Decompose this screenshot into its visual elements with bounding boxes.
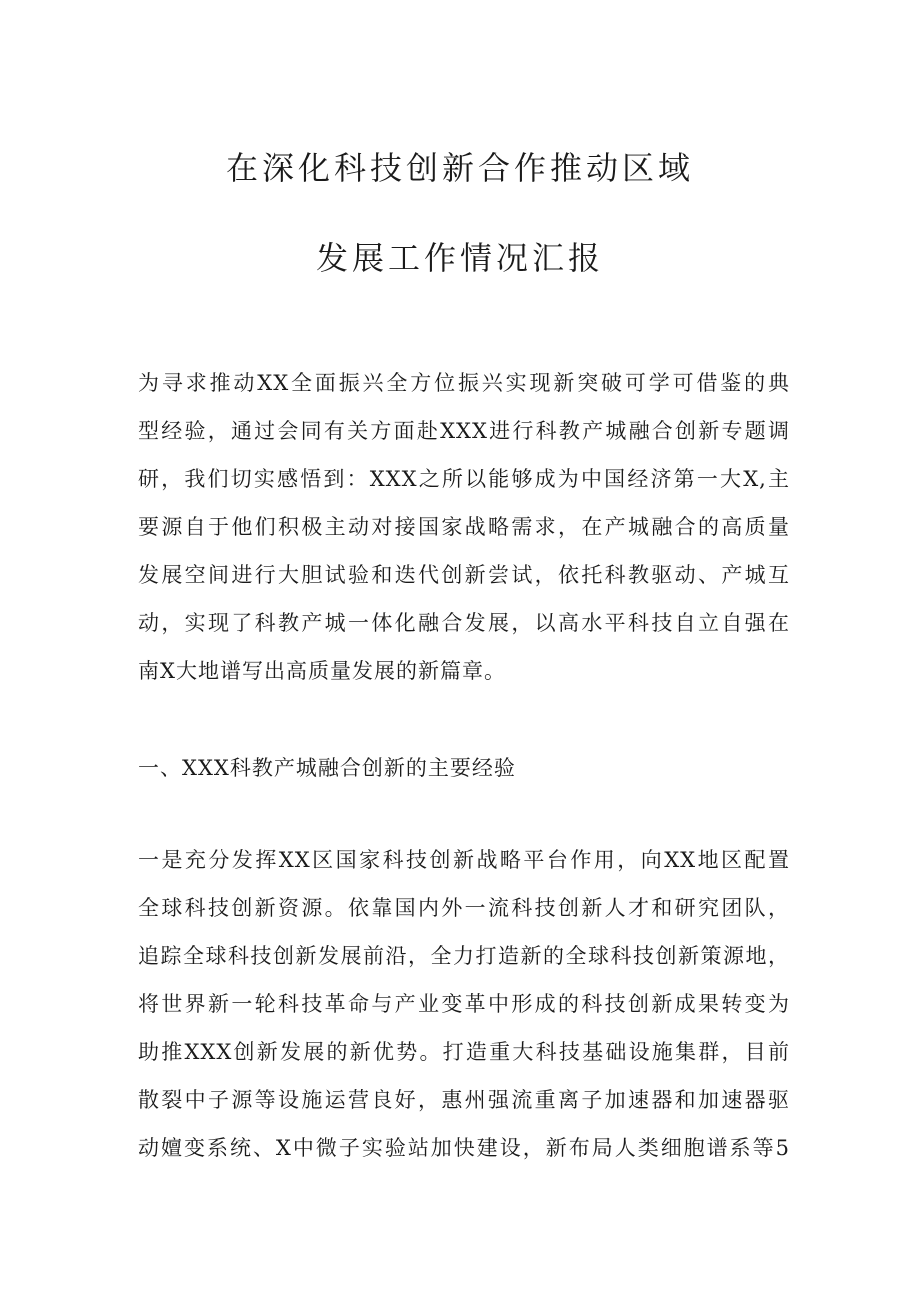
paragraph-line: 追踪全球科技创新发展前沿，全力打造新的全球科技创新策源地，: [138, 944, 790, 968]
intro-line: 南X大地谱写出高质量发展的新篇章。: [138, 659, 506, 683]
paragraph-line: 助推XXX创新发展的新优势。打造重大科技基础设施集群，目前: [138, 1040, 790, 1064]
paragraph-line: 全球科技创新资源。依靠国内外一流科技创新人才和研究团队，: [138, 896, 790, 920]
intro-line: 研，我们切实感悟到：XXX之所以能够成为中国经济第一大X,主: [138, 467, 790, 491]
section-heading: 一、XXX科教产城融合创新的主要经验: [138, 756, 516, 780]
paragraph-line: 散裂中子源等设施运营良好，惠州强流重离子加速器和加速器驱: [138, 1088, 790, 1112]
intro-line: 动，实现了科教产城一体化融合发展，以高水平科技自立自强在: [138, 611, 790, 635]
paragraph-line: 动嬗变系统、X中微子实验站加快建设，新布局人类细胞谱系等5: [138, 1136, 790, 1160]
intro-line: 要源自于他们积极主动对接国家战略需求，在产城融合的高质量: [138, 515, 790, 539]
document-title-line-2: 发展工作情况汇报: [315, 239, 604, 277]
intro-line: 发展空间进行大胆试验和迭代创新尝试，依托科教驱动、产城互: [138, 563, 790, 587]
document-title-line-1: 在深化科技创新合作推动区域: [225, 149, 694, 187]
intro-line: 为寻求推动XX全面振兴全方位振兴实现新突破可学可借鉴的典: [138, 371, 790, 395]
paragraph-line: 一是充分发挥XX区国家科技创新战略平台作用，向XX地区配置: [138, 848, 790, 872]
intro-line: 型经验，通过会同有关方面赴XXX进行科教产城融合创新专题调: [138, 419, 790, 443]
paragraph-line: 将世界新一轮科技革命与产业变革中形成的科技创新成果转变为: [138, 992, 790, 1016]
